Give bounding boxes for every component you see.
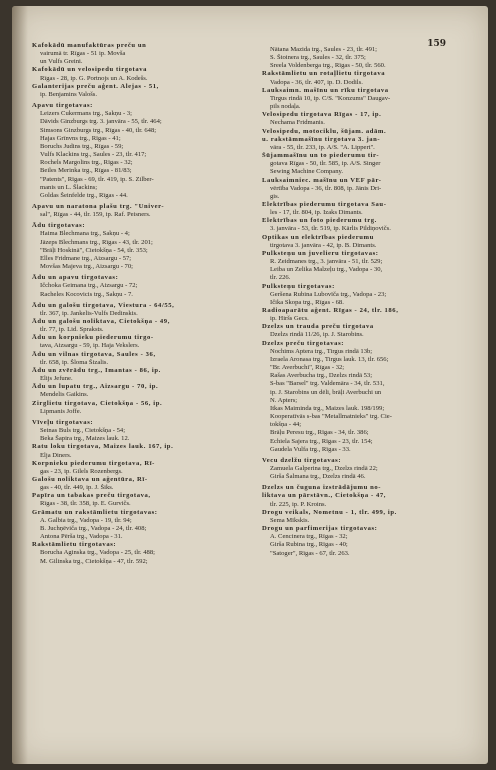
entry-line: M. Gilinska trg., Cietokšņa - 47, tlr. 592;	[40, 557, 148, 565]
entry-heading: Ādu un zvērādu trg., Imantas - 86, ip.	[32, 366, 161, 374]
entry-line: "Patents", Rīgas - 69, tlr. 419, ip. S. Zilber-	[40, 175, 154, 183]
entry-heading: Zirglietu tirgotava, Cietokšņa - 56, ip.	[32, 399, 163, 407]
entry-heading: Galanterijas preču aģent. Alejas - 51,	[32, 82, 159, 90]
entry-line: ip. Hiršs Gecs.	[270, 315, 309, 323]
entry-heading: Vecu dzelžu tirgotavas:	[262, 456, 342, 464]
entry-heading: Grāmatu un rakstāmlietu tirgotavas:	[32, 508, 158, 516]
entry-heading: Galošu noliktava un aģentūra, Rī-	[32, 475, 148, 483]
entry-heading: Ādu un lupatu trg., Aizsargu - 70, ip.	[32, 383, 159, 391]
entry-line: Rīgas - 38, tlr. 358, ip. E. Gurvičs.	[40, 500, 131, 508]
entry-line: Jāzeps Blechmans trg., Rīgas - 43, tlr. 201;	[40, 238, 153, 246]
entry-line: Rīgas - 28, ip. G. Portnojs un A. Kodešs.	[40, 74, 148, 82]
entry-line: Leiba un Zelika Malzeļu trg., Vadopa - 30,	[270, 266, 383, 274]
entry-line: Lipmanis Joffe.	[40, 407, 82, 415]
entry-line: gotava Rīgas - 50, tlr. 585, ip. A/S. Singer	[270, 160, 381, 168]
entry-line: Gaudela Vulfa trg., Rīgas - 33.	[270, 445, 351, 453]
entry-line: Girša Rubina trg., Rīgas - 40;	[270, 541, 348, 549]
entry-line: Brāļu Peresu trg., Rīgas - 34, tlr. 386;	[270, 429, 369, 437]
entry-heading: Kafokādū manufaktūras preču un	[32, 42, 147, 49]
entry-line: Hajas Grīnvns trg., Rīgas - 41;	[40, 134, 121, 142]
entry-heading: Optikas un elektrības piederumu	[262, 233, 374, 241]
entry-line: un Vulfs Greini.	[40, 58, 83, 66]
entry-line: Mendelis Gaikins.	[40, 391, 89, 399]
entry-line: Racheles Kocovicis trg., Sakņu - 7.	[40, 290, 133, 298]
entry-line: Elles Fridmane trg., Aizsargu - 57;	[40, 254, 132, 262]
entry-line: Nātana Mazida trg., Saules - 23, tlr. 491;	[270, 46, 378, 53]
entry-line: Tirgus rindā 10, ip. C/S. "Konzums" Daugav-	[270, 94, 391, 102]
entry-heading: Apavu tirgotavas:	[32, 102, 93, 110]
entry-heading: Elektrības un foto piederumu trg.	[262, 217, 377, 225]
entry-line: Rochels Margolins trg., Rīgas - 32;	[40, 159, 133, 167]
entry-line: tlr. 225, ip. P. Kroins.	[270, 500, 327, 508]
entry-line: sal", Rīgas - 44, tlr. 159, ip. Raf. Peisners.	[40, 211, 151, 219]
right-column	[262, 46, 474, 558]
entry-heading: Dzelzs un trauda preču tirgotava	[262, 323, 374, 331]
entry-line: N. Apters;	[270, 396, 298, 404]
entry-line: tlr. 367, ip. Jankelis-Vulfs Dedinskis.	[40, 309, 138, 317]
entry-heading: Kafokādū un velosipedu tirgotava	[32, 66, 148, 74]
page-number: 159	[427, 39, 446, 49]
entry-line: gis.	[270, 192, 280, 200]
entry-line: ip. J. Starobins un dēli, brāļi Averbuchi un	[270, 388, 382, 396]
entry-line: Nechama Fridmanis.	[270, 119, 325, 127]
entry-line: Beiles Merinka trg., Rīgas - 81/83;	[40, 167, 132, 175]
entry-heading: Lauksaimn. mašīnu un rīku tirgotava	[262, 86, 389, 94]
entry-line: A. Cencinera trg., Rīgas - 32;	[270, 533, 348, 541]
entry-line: S. Štoinera trg., Saules - 32, tlr. 375;	[270, 54, 366, 62]
entry-line: Zamuela Galperina trg., Dzelzs rindā 22;	[270, 464, 378, 472]
entry-heading: Dzelzs preču tirgotavas:	[262, 339, 345, 347]
entry-heading: Ādu un vilnas tirgotava, Saules - 36,	[32, 350, 156, 358]
entry-heading: Ādu un korpnieku piederumu tirgo-	[32, 334, 154, 342]
entry-line: tlr. 226.	[270, 274, 291, 282]
entry-line: B. Juchņēviča trg., Vadopa - 24, tlr. 408;	[40, 524, 147, 532]
entry-line: pils nodaļa.	[270, 103, 301, 111]
entry-line: Vadopa - 36, tlr. 407, ip. D. Dodils.	[270, 78, 363, 86]
entry-line: Seinas Buls trg., Cietokšņa - 54;	[40, 427, 126, 435]
entry-line: Dāvids Ginzburgs trg. 3. janvāra - 55, tlr. 464;	[40, 118, 162, 126]
entry-line: Elijs Jefune.	[40, 375, 73, 383]
entry-line: gas - 23, ip. Gilels Rozenbergs.	[40, 467, 123, 475]
entry-line: Kooperatīvās s-bas "Metallmatnieks" trg. Cie-	[270, 413, 392, 421]
entry-heading: liktava un pārstāvn., Cietokšņa - 47,	[262, 492, 387, 500]
entry-line: Simsons Ginzburgs trg., Rīgas - 40, tlr. 648;	[40, 126, 157, 134]
entry-line: Vulfs Klackins trg., Saules - 23, tlr. 417;	[40, 151, 147, 159]
entry-line: R. Zeidmanes trg., 3. janvāra - 51, tlr. 529;	[270, 258, 383, 266]
entry-heading: u. rakstāmmašīnu tirgotava 3. jan-	[262, 135, 381, 143]
entry-heading: Rakstāmlietu tirgotavas:	[32, 541, 117, 549]
entry-line: Goldas Šeinfelde trg., Rīgas - 44.	[40, 191, 128, 199]
entry-line: ip. Benjamins Valošs.	[40, 90, 98, 98]
book-page	[12, 6, 488, 764]
entry-line: tlr. 77, ip. Lid. Spraksts.	[40, 326, 104, 334]
entry-line: Girša Šalmana trg., Dzelzs rindā 46.	[270, 473, 366, 481]
entry-line: Geršena Rubina Lubovīča trg., Vadopa - 23;	[270, 290, 387, 298]
entry-heading: Dzelzs un čuguna izstrādājumu no-	[262, 484, 382, 492]
entry-line: tlr. 658, ip. Šloma Šizalis.	[40, 358, 109, 366]
entry-line: Echiela Sajera trg., Rīgas - 23, tlr. 154;	[270, 437, 373, 445]
entry-line: Boruchs Judins trg., Rīgas - 59;	[40, 142, 124, 150]
entry-line: tokšņa - 44;	[270, 421, 302, 429]
entry-line: vairumā tr. Rīgas - 51 ip. Movša	[40, 50, 126, 58]
entry-heading: Ādu un galošu noliktava, Cietokšņa - 49,	[32, 318, 170, 325]
entry-heading: Korpnieku piederumu tirgotava, Rī-	[32, 459, 155, 467]
entry-heading: Rakstāmlietu un rotaļlietu tirgotava	[262, 70, 386, 78]
entry-line: "Br. Averbuchi", Rīgas - 32;	[270, 364, 345, 372]
entry-line: Leizers Cukermans trg., Sakņu - 3;	[40, 110, 132, 118]
entry-heading: Pulksteņu tirgotavas:	[262, 282, 335, 290]
entry-line: tirgotava 3. janvāra - 42, ip. B. Dimants.	[270, 241, 377, 249]
entry-heading: Elektrības piederumu tirgotava Sau-	[262, 200, 387, 208]
entry-heading: Pulksteņu un juvelieru tirgotavas:	[262, 249, 379, 257]
entry-heading: Ādu tirgotavas:	[32, 222, 86, 230]
entry-line: Itkas Maiminda trg., Maizes lauk. 198/199;	[270, 404, 385, 412]
entry-line: Haima Blechmana trg., Sakņu - 4;	[40, 230, 130, 238]
entry-line: Elja Diners.	[40, 451, 72, 459]
entry-heading: Ādu un galošu tirgotava, Viestura - 64/55,	[32, 301, 175, 309]
entry-heading: Velosipedu, motociklu, šūjam. adām.	[262, 127, 387, 135]
entry-heading: Apavu un naratona plašu trg. "Univer-	[32, 202, 165, 210]
entry-line: Movšas Majeva trg., Aizsargu - 70;	[40, 263, 133, 271]
entry-line: 3. janvāra - 53, tlr. 519, ip. Kārlis Pildiņovičs.	[270, 225, 391, 233]
left-column	[32, 42, 250, 566]
entry-line: vāra - 55, tlr. 233, ip. A/S. "A. Lippert".	[270, 143, 375, 151]
entry-line: gas - 40, tlr. 449, ip. J. Šiks.	[40, 484, 114, 492]
entry-heading: Drogu un parfimerijas tirgotavas:	[262, 525, 378, 533]
entry-line: Antona Pērša trg., Vadopa - 31.	[40, 533, 123, 541]
entry-line: Nochims Aptera trg., Tirgus rindā 13b;	[270, 347, 373, 355]
entry-heading: Drogu veikals, Nometnu - 1, tlr. 499, ip.	[262, 508, 397, 516]
entry-line: Dzelzs rindā 11/26, ip. J. Starobins.	[270, 331, 364, 339]
entry-line: S-bas "Barsel" trg. Valdemāra - 34, tlr. 531,	[270, 380, 385, 388]
entry-line: les - 17, tlr. 804, ip. Izaks Dimants.	[270, 209, 363, 217]
entry-heading: Ratu loku tirgotava, Maizes lauk. 167, ip.	[32, 443, 174, 451]
entry-line: Ičchoka Geimana trg., Aizsargu - 72;	[40, 282, 138, 290]
entry-heading: Vīveļu tirgotavas:	[32, 418, 94, 426]
entry-line: Borucha Aginska trg., Vadopa - 25, tlr. 488;	[40, 549, 155, 557]
entry-line: A. Galbia trg., Vadopa - 19, tlr. 94;	[40, 516, 132, 524]
entry-heading: Papīra un tabakas preču tirgotava,	[32, 492, 151, 500]
entry-line: vērtība Vadopa - 36, tlr. 808, ip. Jānis Dri-	[270, 184, 382, 192]
entry-line: Sema Mīkskis.	[270, 516, 310, 524]
entry-line: Beka Šapira trg., Maizes lauk. 12.	[40, 435, 130, 443]
entry-line: Ičika Skopa trg., Rīgas - 68.	[270, 298, 344, 306]
entry-heading: Velosipedu tirgotava Rīgas - 17, ip.	[262, 111, 382, 119]
page-gutter-shadow	[12, 6, 28, 764]
entry-line: "Satoger", Rīgas - 67, tlr. 263.	[270, 549, 350, 557]
entry-line: Rašas Averbucha trg., Dzelzs rindā 53;	[270, 372, 373, 380]
entry-heading: Lauksaimniec. mašīnu un VEF pār-	[262, 176, 382, 184]
entry-line: tava, Aizsargu - 59, ip. Haja Vekslers.	[40, 342, 140, 350]
entry-heading: Radioaparātu aģent. Rīgas - 24, tlr. 186,	[262, 307, 399, 314]
entry-line: Izraela Aronasa trg., Tirgus lauk. 13, tlr. 656;	[270, 355, 389, 363]
entry-heading: Šūjammašīnu un to piederumu tir-	[262, 152, 380, 160]
entry-heading: Ādu un apavu tirgotavas:	[32, 274, 119, 282]
entry-line: "Brāļi Hoskinā", Cietokšņa - 54, tlr. 353;	[40, 246, 148, 254]
entry-line: Sreela Voldenberga trg., Rīgas - 50, tlr. 560.	[270, 62, 386, 70]
entry-line: manis un L. Šlackins;	[40, 183, 98, 191]
entry-line: Sewing Machine Company.	[270, 168, 344, 176]
